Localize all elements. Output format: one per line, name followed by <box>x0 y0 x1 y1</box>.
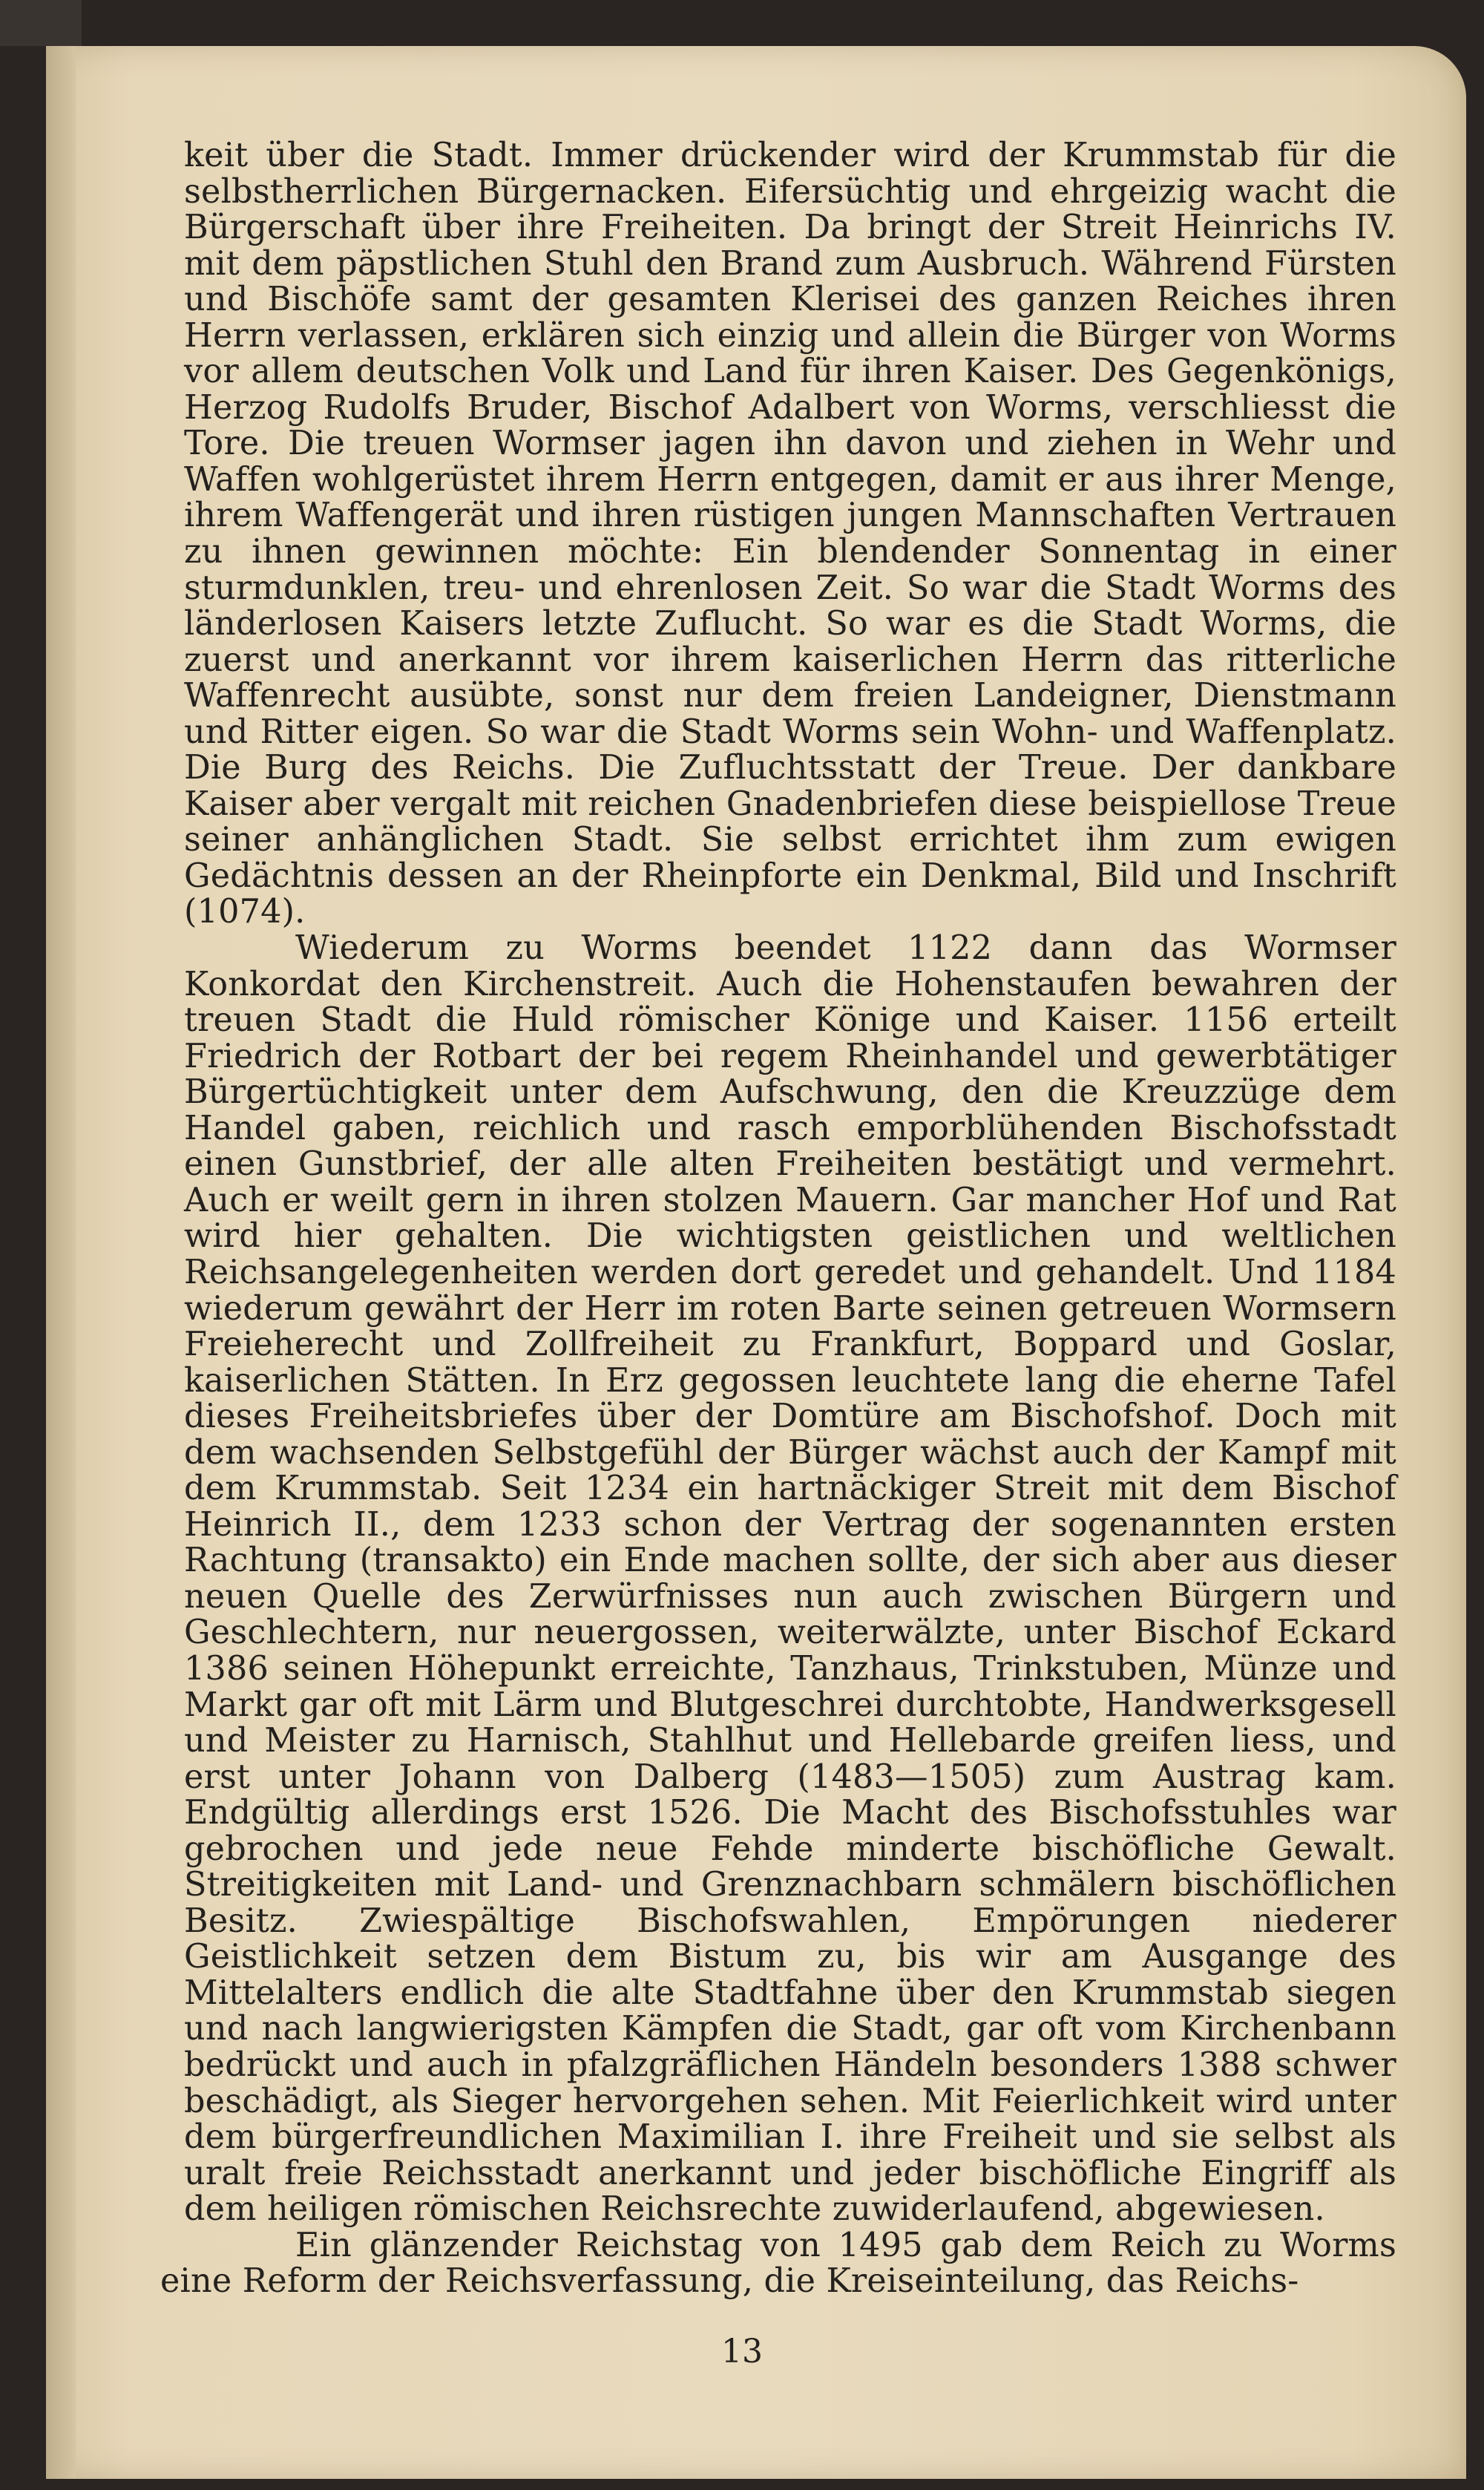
paragraph-3: Ein glänzender Reichstag von 1495 gab dem Reich zu Worms eine Reform der Reichsverfassung, die Kreiseinteilung, das Reichs- <box>160 2226 1396 2301</box>
page-binding-edge <box>46 46 76 2479</box>
page-number: 13 <box>721 2333 763 2371</box>
paragraph-1: keit über die Stadt. Immer drückender wird der Krummstab für die selbstherrlichen Bürgernacken. Eifersüchtig und ehrgeizig wacht die Bürgerschaft über ihre Freiheiten. Da bringt der Streit Heinrichs IV. mit dem päpstlichen Stuhl den Brand zum Ausbruch. Während Fürsten und Bischöfe samt der gesamten Klerisei des ganzen Reiches ihren Herrn verlassen, erklären sich einzig und allein die Bürger von Worms vor allem deutschen Volk und Land für ihren Kaiser. Des Gegenkönigs, Herzog Rudolfs Bruder, Bischof Adalbert von Worms, verschliesst die Tore. Die treuen Wormser jagen ihn davon und ziehen in Wehr und Waffen wohlgerüstet ihrem Herrn entgegen, damit er aus ihrer Menge, ihrem Waffengerät und ihren rüstigen jungen Mannschaften Vertrauen zu ihnen gewinnen möchte: Ein blendender Sonnentag in einer sturmdunklen, treu- und ehrenlosen Zeit. So war die Stadt Worms des länderlosen Kaisers letzte Zuflucht. So war es die Stadt Worms, die zuerst und anerkannt vor ihrem kaiserlichen Herrn das ritterliche Waffenrecht ausübte, sonst nur dem freien Landeigner, Dienstmann und Ritter eigen. So war die Stadt Worms sein Wohn- und Waffenplatz. Die Burg des Reichs. Die Zufluchtsstatt der Treue. Der dankbare Kaiser aber vergalt mit reichen Gnadenbriefen diese beispiellose Treue seiner anhänglichen Stadt. Sie selbst errichtet ihm zum ewigen Gedächtnis dessen an der Rheinpforte ein Denkmal, Bild und Inschrift (1074). <box>184 137 1396 931</box>
paragraph-2: Wiederum zu Worms beendet 1122 dann das Wormser Konkordat den Kirchenstreit. Auch die Hohenstaufen bewahren der treuen Stadt die Huld römischer Könige und Kaiser. 1156 erteilt Friedrich der Rotbart der bei regem Rheinhandel und gewerbtätiger Bürgertüchtigkeit unter dem Aufschwung, den die Kreuzzüge dem Handel gaben, reichlich und rasch emporblühenden Bischofsstadt einen Gunstbrief, der alle alten Freiheiten bestätigt und vermehrt. Auch er weilt gern in ihren stolzen Mauern. Gar mancher Hof und Rat wird hier gehalten. Die wichtigsten geistlichen und weltlichen Reichsangelegenheiten werden dort geredet und gehandelt. Und 1184 wiederum gewährt der Herr im roten Barte seinen getreuen Wormsern Freieherecht und Zollfreiheit zu Frankfurt, Boppard und Goslar, kaiserlichen Stätten. In Erz gegossen leuchtete lang die eherne Tafel dieses Freiheitsbriefes über der Domtüre am Bischofshof. Doch mit dem wachsenden Selbstgefühl der Bürger wächst auch der Kampf mit dem Krummstab. Seit 1234 ein hartnäckiger Streit mit dem Bischof Heinrich II., dem 1233 schon der Vertrag der sogenannten ersten Rachtung (transakto) ein Ende machen sollte, der sich aber aus dieser neuen Quelle des Zerwürfnisses nun auch zwischen Bürgern und Geschlechtern, nur neuergossen, weiterwälzte, unter Bischof Eckard 1386 seinen Höhepunkt erreichte, Tanzhaus, Trinkstuben, Münze und Markt gar oft mit Lärm und Blutgeschrei durchtobte, Handwerksgesell und Meister zu Harnisch, Stahlhut und Hellebarde greifen liess, und erst unter Johann von Dalberg (1483—1505) zum Austrag kam. Endgültig allerdings erst 1526. Die Macht des Bischofsstuhles war gebrochen und jede neue Fehde minderte bischöfliche Gewalt. Streitigkeiten mit Land- und Grenznachbarn schmälern bischöflichen Besitz. Zwiespältige Bischofswahlen, Empörungen niederer Geistlichkeit setzen dem Bistum zu, bis wir am Ausgange des Mittelalters endlich die alte Stadtfahne über den Krummstab siegen und nach langwierigsten Kämpfen die Stadt, gar oft vom Kirchenbann bedrückt und auch in pfalzgräflichen Händeln besonders 1388 schwer beschädigt, als Sieger hervorgehen sehen. Mit Feierlichkeit wird unter dem bürgerfreundlichen Maximilian I. ihre Freiheit und sie selbst als uralt freie Reichsstadt anerkannt und jeder bischöfliche Eingriff als dem heiligen römischen Reichsrechte zuwiderlaufend, abgewiesen. <box>184 929 1396 2229</box>
page-corner-shadow <box>0 0 82 46</box>
body-text <box>160 137 1396 2301</box>
